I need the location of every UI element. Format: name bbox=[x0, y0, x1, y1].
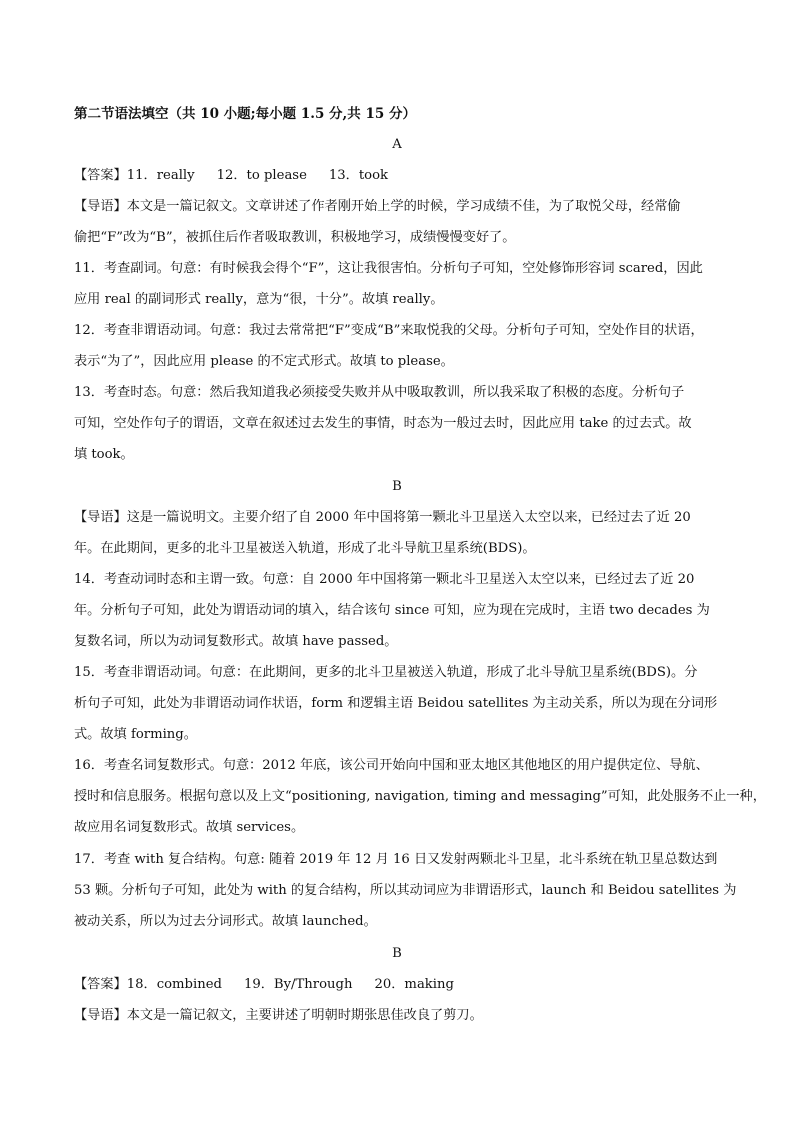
q14-line-3: 复数名词，所以为动词复数形式。故填 have passed。 bbox=[74, 634, 398, 649]
answer-13: 13．took bbox=[328, 168, 389, 183]
q16-line-3: 故应用名词复数形式。故填 services。 bbox=[74, 820, 305, 835]
q11-line-1: 11．考查副词。句意：有时候我会得个“F”，这让我很害怕。分析句子可知，空处修饰形容词 scared，因此 bbox=[74, 261, 703, 276]
part-b2-guide-line-1: 【导语】本文是一篇记叙文，主要讲述了明朝时期张思佳改良了剪刀。 bbox=[74, 1008, 483, 1023]
part-b2-answers bbox=[74, 975, 734, 995]
part-a-guide-line-2: 偷把“F”改为“B”，被抓住后作者吸取教训，积极地学习，成绩慢慢变好了。 bbox=[74, 230, 516, 245]
q12-line-2: 表示“为了”，因此应用 please 的不定式形式。故填 to please。 bbox=[74, 354, 454, 369]
part-b1-label: B bbox=[392, 479, 402, 494]
part-a-answers bbox=[74, 166, 734, 186]
answer-12: 12．to please bbox=[216, 168, 307, 183]
guide-tag: 【导语】 bbox=[74, 510, 127, 525]
guide-tag: 【导语】 bbox=[74, 199, 127, 214]
q16-line-2: 授时和信息服务。根据句意以及上文“positioning, navigation, timing and messaging”可知，此处服务不止一种， bbox=[74, 789, 766, 804]
answer-18: 18．combined bbox=[126, 977, 222, 992]
answer-11: 11．really bbox=[126, 168, 195, 183]
answer-19: 19．By/Through bbox=[243, 977, 353, 992]
part-b1-guide-line-1: 【导语】这是一篇说明文。主要介绍了自 2000 年中国将第一颗北斗卫星送入太空以来，已经过去了近 20 bbox=[74, 510, 691, 525]
part-b2-label: B bbox=[392, 946, 402, 961]
q13-line-2: 可知，空处作句子的谓语，文章在叙述过去发生的事情，时态为一般过去时，因此应用 take 的过去式。故 bbox=[74, 416, 692, 431]
q14-line-1: 14．考查动词时态和主谓一致。句意：自 2000 年中国将第一颗北斗卫星送入太空以来，已经过去了近 20 bbox=[74, 572, 695, 587]
q16-line-1: 16．考查名词复数形式。句意：2012 年底，该公司开始向中国和亚太地区其他地区的用户提供定位、导航、 bbox=[74, 758, 709, 773]
answer-tag: 【答案】 bbox=[74, 168, 127, 183]
q13-line-1: 13．考查时态。句意：然后我知道我必须接受失败并从中吸取教训，所以我采取了积极的态度。分析句子 bbox=[74, 385, 685, 400]
q17-line-3: 被动关系，所以为过去分词形式。故填 launched。 bbox=[74, 914, 377, 929]
guide-tag: 【导语】 bbox=[74, 1008, 127, 1023]
q15-line-1: 15．考查非谓语动词。句意：在此期间，更多的北斗卫星被送入轨道，形成了北斗导航卫星系统(BDS)。分 bbox=[74, 665, 698, 680]
part-a-guide-line-1: 【导语】本文是一篇记叙文。文章讲述了作者刚开始上学的时候，学习成绩不佳，为了取悦父母，经常偷 bbox=[74, 199, 681, 214]
q12-line-1: 12．考查非谓语动词。句意：我过去常常把“F”变成“B”来取悦我的父母。分析句子可知，空处作目的状语， bbox=[74, 323, 704, 338]
q15-line-3: 式。故填 forming。 bbox=[74, 727, 197, 742]
q17-line-2: 53 颗。分析句子可知，此处为 with 的复合结构，所以其动词应为非谓语形式，launch 和 Beidou satellites 为 bbox=[74, 883, 737, 898]
q17-line-1: 17．考查 with 复合结构。句意: 随着 2019 年 12 月 16 日又发射两颗北斗卫星，北斗系统在轨卫星总数达到 bbox=[74, 852, 718, 867]
q14-line-2: 年。分析句子可知，此处为谓语动词的填入，结合该句 since 可知，应为现在完成时，主语 two decades 为 bbox=[74, 603, 710, 618]
section-title: 第二节语法填空（共 10 小题;每小题 1.5 分,共 15 分） bbox=[74, 106, 416, 122]
q15-line-2: 析句子可知，此处为非谓语动词作状语，form 和逻辑主语 Beidou satellites 为主动关系，所以为现在分词形 bbox=[74, 696, 718, 711]
answer-tag: 【答案】 bbox=[74, 977, 127, 992]
part-a-label: A bbox=[392, 137, 402, 152]
answer-20: 20．making bbox=[374, 977, 454, 992]
q13-line-3: 填 took。 bbox=[74, 447, 134, 462]
q11-line-2: 应用 real 的副词形式 really，意为“很，十分”。故填 really。 bbox=[74, 292, 444, 307]
part-b1-guide-line-2: 年。在此期间，更多的北斗卫星被送入轨道，形成了北斗导航卫星系统(BDS)。 bbox=[74, 541, 536, 556]
